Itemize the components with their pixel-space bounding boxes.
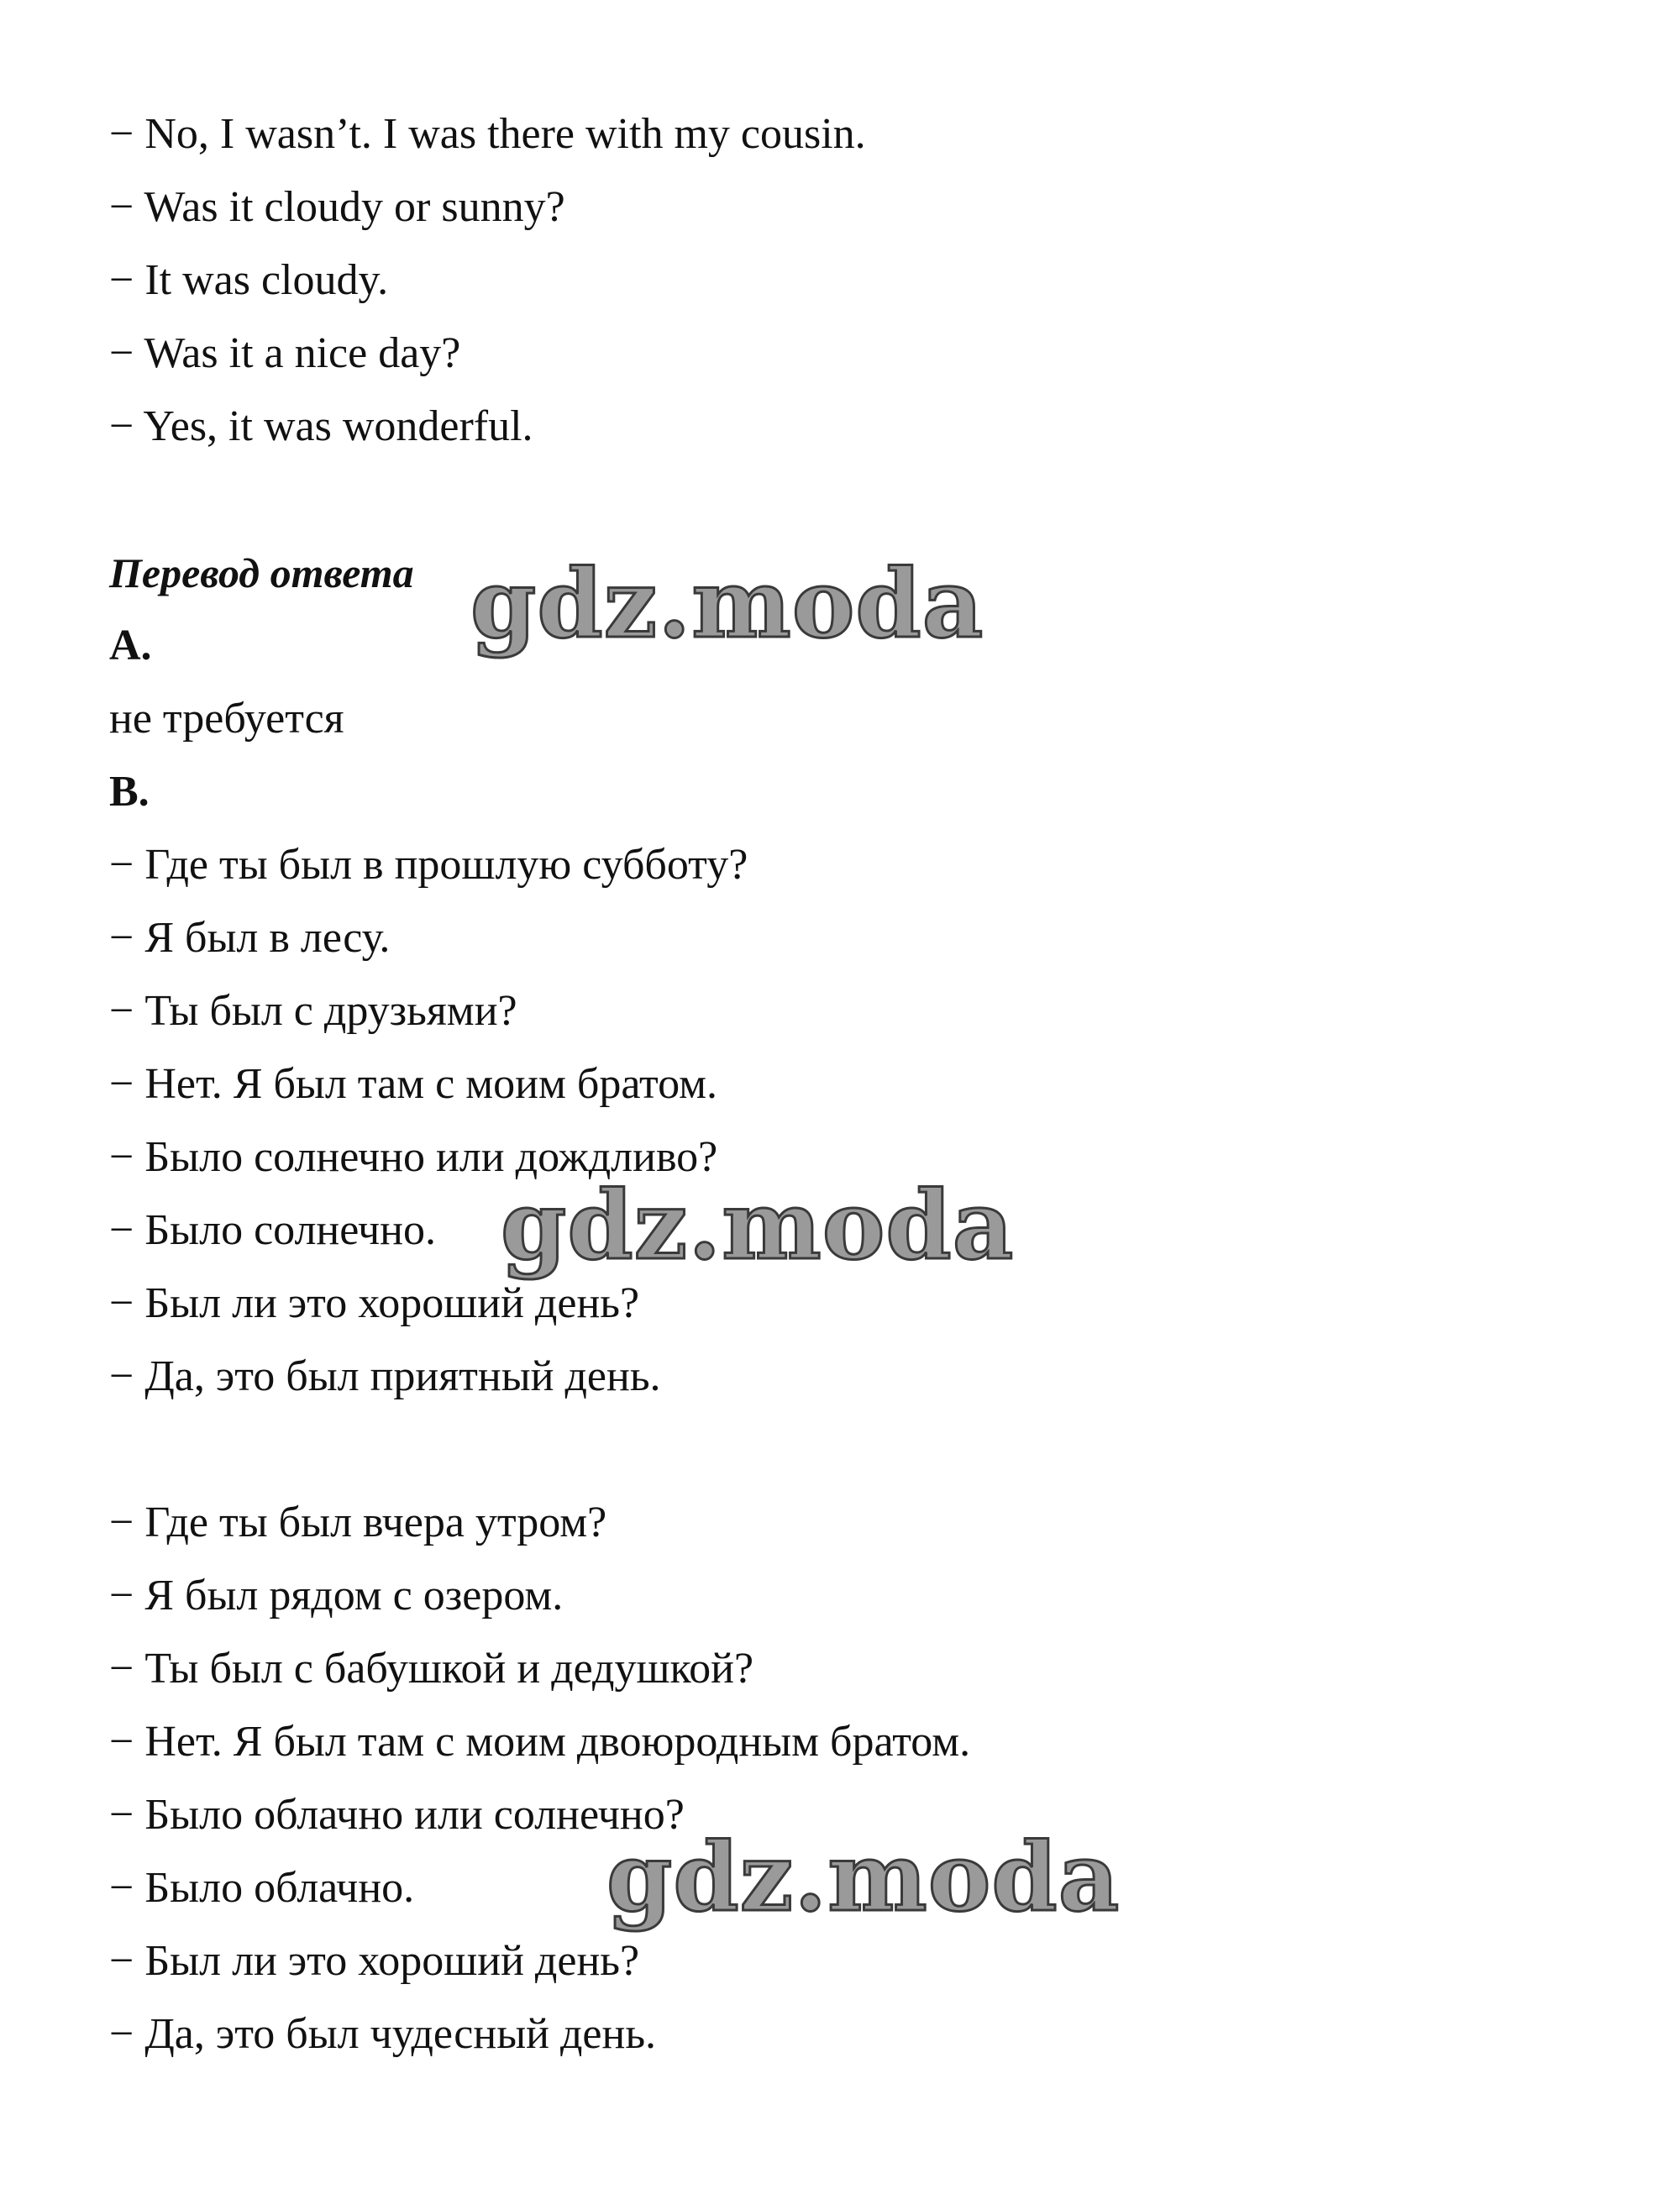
translation-heading: Перевод ответа [109,549,414,596]
dialogue-line: − It was cloudy. [109,256,389,304]
dialogue-line: − Был ли это хороший день? [109,1279,640,1327]
dialogue-line: − Было солнечно. [109,1206,437,1254]
dialogue-line: − Да, это был приятный день. [109,1352,661,1400]
dialogue-line: − Нет. Я был там с моим братом. [109,1060,718,1108]
dialogue-line: − Was it cloudy or sunny? [109,183,565,231]
dialogue-line: − Было облачно или солнечно? [109,1791,685,1839]
dialogue-line: − Было солнечно или дождливо? [109,1133,718,1181]
dialogue-line: − Где ты был в прошлую субботу? [109,841,748,889]
dialogue-line: − Да, это был чудесный день. [109,2010,657,2058]
dialogue-line: − Где ты был вчера утром? [109,1499,607,1546]
dialogue-line: − Ты был с друзьями? [109,987,517,1035]
part-b-label: B. [109,768,150,816]
dialogue-line: − Я был рядом с озером. [109,1572,564,1619]
dialogue-line: − Ты был с бабушкой и дедушкой? [109,1645,754,1693]
dialogue-line: − Was it a nice day? [109,329,461,377]
part-a-label: A. [109,622,152,669]
dialogue-line: − No, I wasn’t. I was there with my cousin. [109,110,866,158]
part-a-text: не требуется [109,695,344,743]
dialogue-line: − Yes, it was wonderful. [109,402,533,450]
dialogue-line: − Был ли это хороший день? [109,1937,640,1985]
dialogue-line: − Было облачно. [109,1864,415,1912]
watermark-gdz-moda: gdz.moda [470,549,984,659]
watermark-gdz-moda: gdz.moda [501,1171,1015,1281]
watermark-gdz-moda: gdz.moda [606,1823,1121,1933]
dialogue-line: − Нет. Я был там с моим двоюродным братом. [109,1718,971,1766]
dialogue-line: − Я был в лесу. [109,914,391,962]
